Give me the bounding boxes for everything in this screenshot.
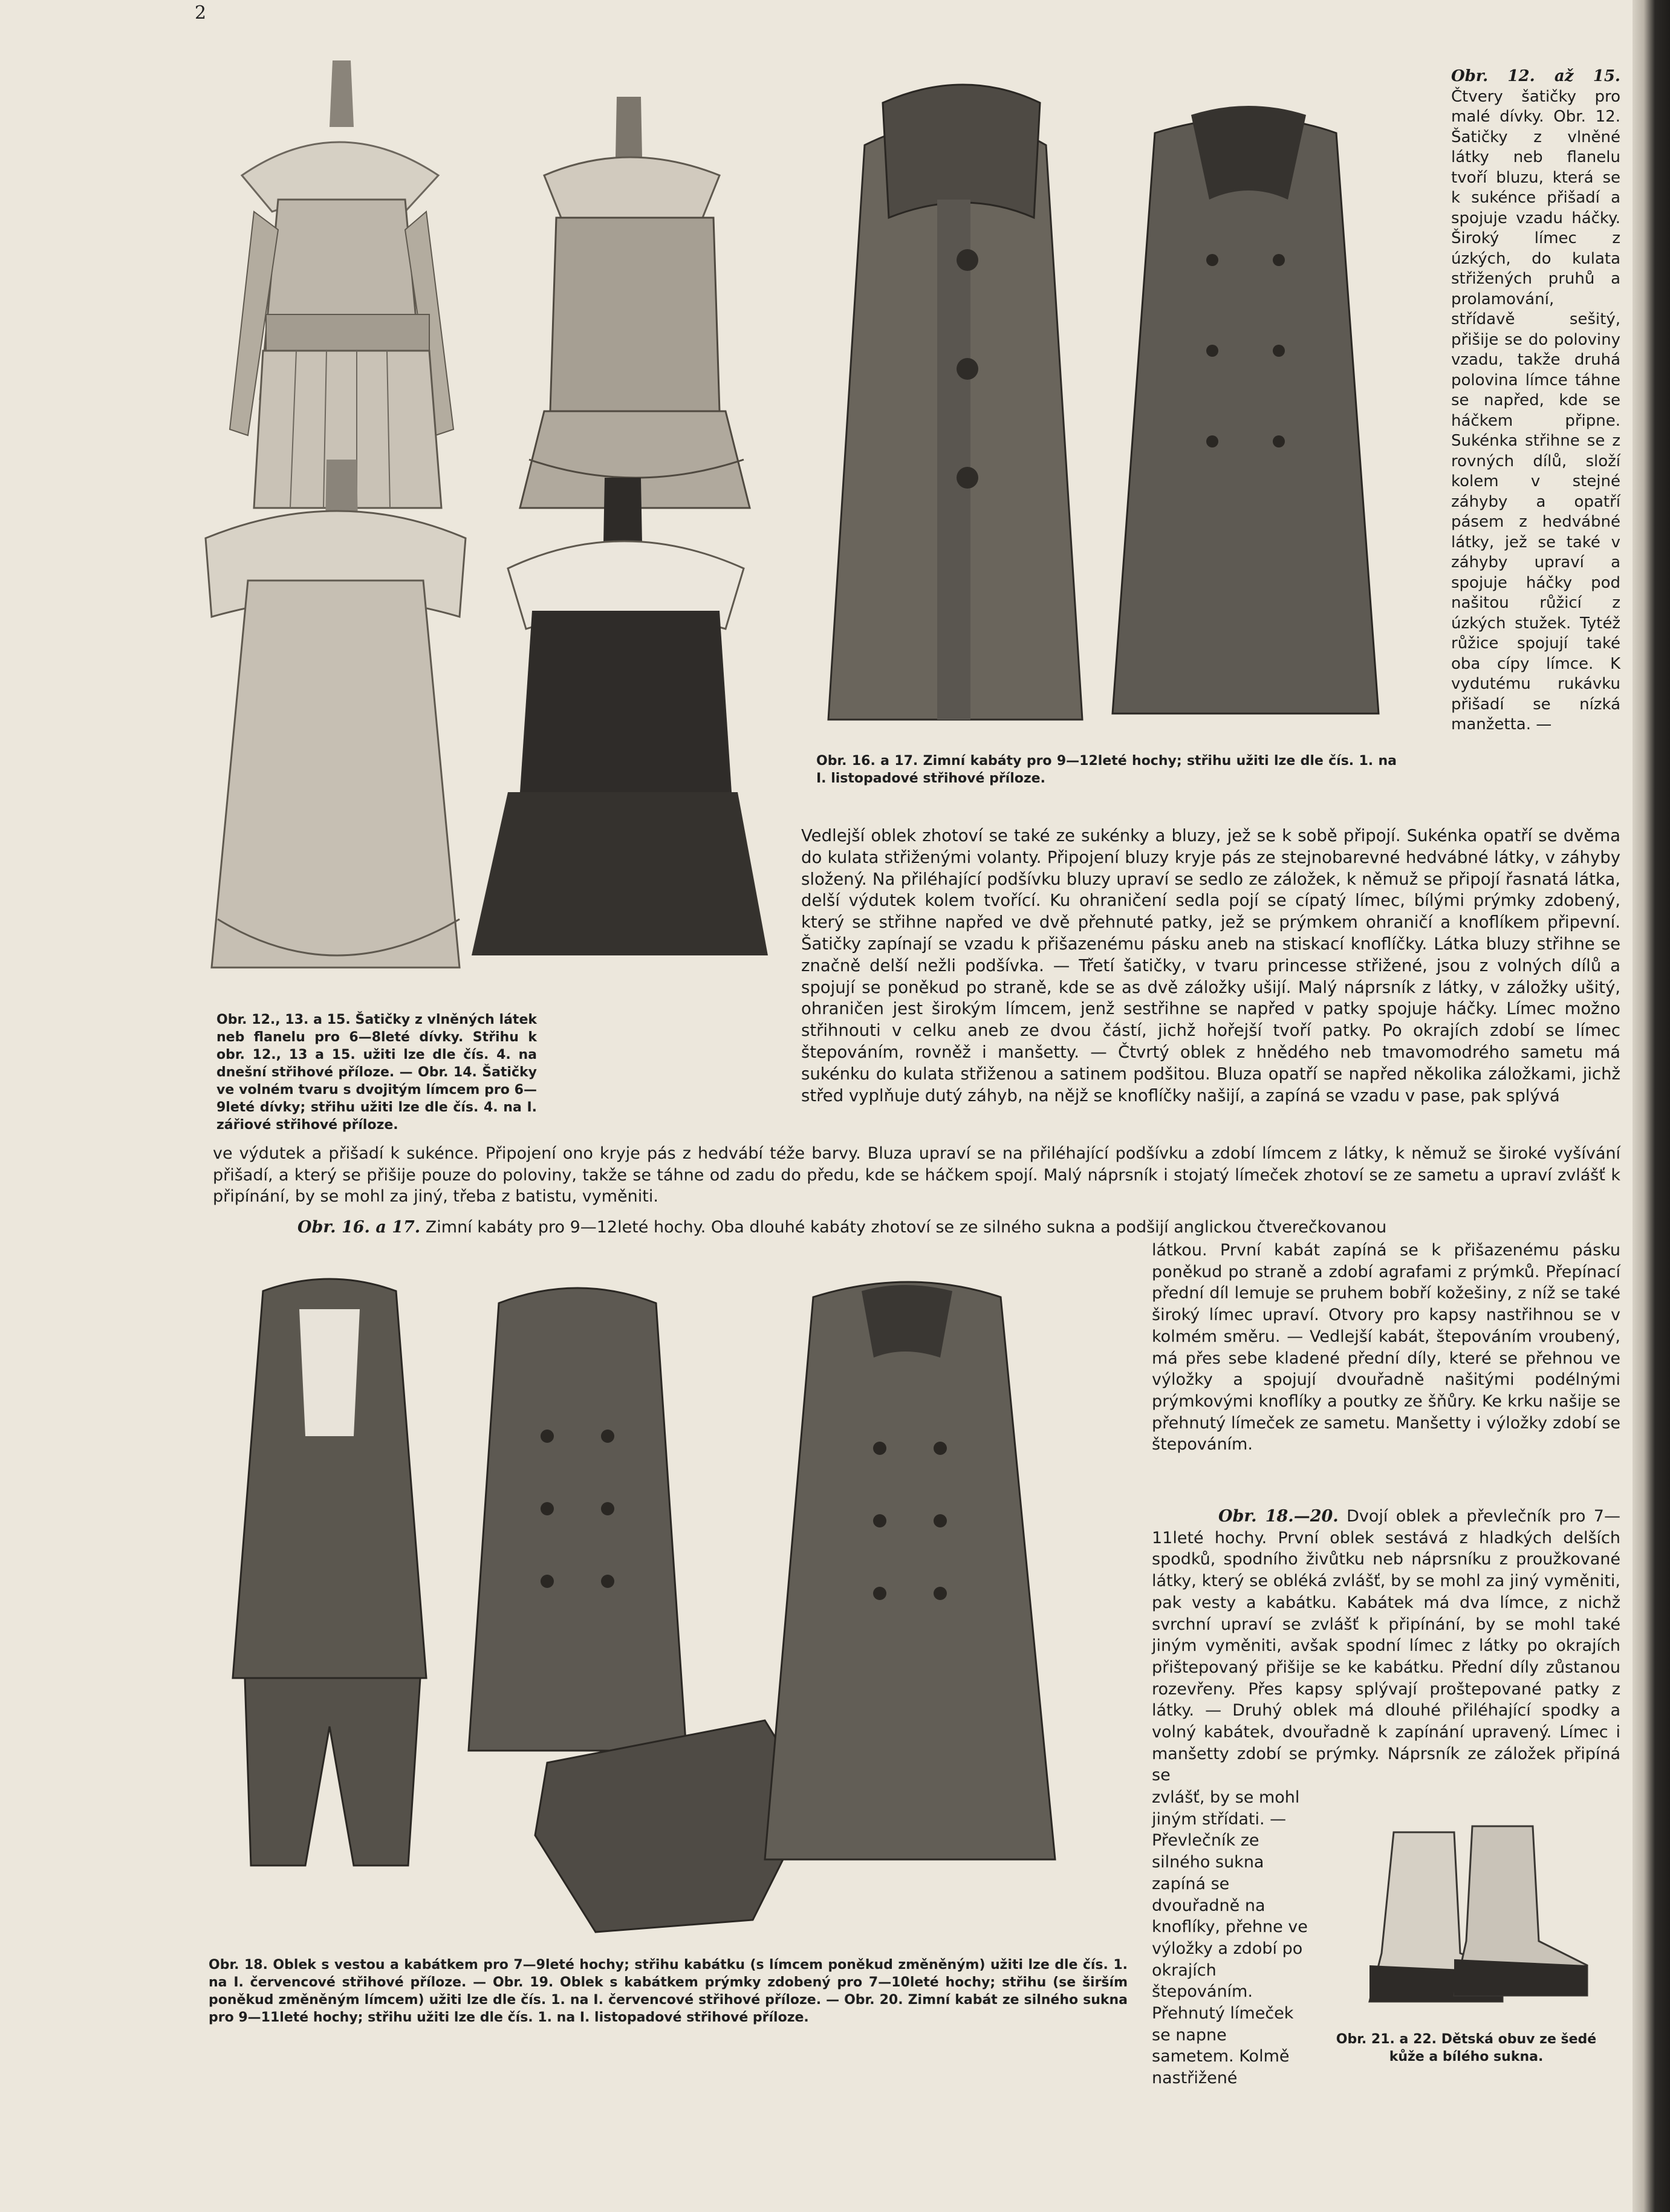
dress-12-figure	[230, 60, 453, 508]
caption-girls-dresses: Obr. 12., 13. a 15. Šatičky z vlněných látek neb flanelu pro 6—8leté dívky. Střihu k obr. 12., 13 a 15. užiti lze dle čís. 4. na dnešní střihové příloze. — Obr. 14. Šatičky ve volném tvaru s dvojitým límcem pro 6—9leté dívky; střihu užiti lze dle čís. 4. na I. zářiové střihové příloze.	[216, 1012, 537, 1133]
paragraph-girls-dresses: Čtvery šatičky pro malé dívky. Obr. 12. Šatičky z vlněné látky neb flanelu tvoří bluzu, která se k sukénce přišadí a spojuje vzadu háčky. Široký límec z úzkých, do kulata střižených pruhů a prolamování, střídavě sešitý, přišije se do poloviny vzadu, takže druhá polovina límce táhne se napřed, kde se háčkem připne. Sukénka střihne se z rovných dílů, složí kolem v stejné záhyby a opatří pásem z hedvábné látky, jež se také v záhyby upraví a spojuje háčky pod našitou růžicí z úzkých stužek. Tytéž růžice spojují také oba cípy límce. K vydutému rukávku přišadí se nízká manžetta. —	[1451, 87, 1620, 734]
illustration-boys-suits	[209, 1255, 1103, 1950]
vest-suit-figure	[233, 1279, 426, 1866]
section-lead-obr-12-15: Obr. 12. až 15.	[1451, 67, 1620, 85]
caption-boys-suits: Obr. 18. Oblek s vestou a kabátkem pro 7—9leté hochy; střihu kabátku (s límcem poněkud změněným) užiti lze dle čís. 1. na I. červencové střihové příloze. — Obr. 19. Oblek s kabátkem prýmky zdobený pro 7—10leté hochy; střihu (se širším poněkud změněným límcem) užiti lze dle čís. 1. na I. červencové střihové příloze. — Obr. 20. Zimní kabát ze silného sukna pro 9—11leté hochy; střihu užiti lze dle čís. 1. na I. listopadové střihové příloze.	[209, 1957, 1128, 2025]
text-coats-column: látkou. První kabát zapíná se k přišazenému pásku poněkud po straně a zdobí agrafami z prýmků. Přepínací přední díl lemuje se pruhem bobří kožešiny, z níž se také široký límec upraví. Otvory pro kapsy nastřihnou se v kolmém směru. — Vedlejší kabát, štepováním vroubený, má přes sebe kladené přední díly, které se přehnou ve výložky a spojují dvouřadně našitými podélnými prýmkovými knoflíky a poutky ze šňůry. Ke krku našije se přehnutý límeček ze sametu. Manšetty i výložky zdobí se štepováním.	[1152, 1241, 1620, 1454]
text-suits-column	[1152, 1506, 1620, 1790]
text-coats-intro	[213, 1217, 1620, 1238]
dress-14-figure	[472, 478, 768, 955]
illustration-girls-dresses	[206, 36, 780, 992]
caption-winter-coats: Obr. 16. a 17. Zimní kabáty pro 9—12leté hochy; střihu užiti lze dle čís. 1. na I. listopadové střihové příloze.	[816, 753, 1397, 786]
text-last-column: zvlášť, by se mohl jiným střídati. — Převlečník ze silného sukna zapíná se dvouřadně na knoflíky, přehne ve výložky a zdobí po okrajích štepováním. Přehnutý límeček se napne sametem. Kolmě nastřižené	[1152, 1788, 1308, 2088]
braided-pea-coat-figure	[469, 1288, 686, 1751]
dress-13-figure	[520, 97, 750, 508]
dress-15-figure	[206, 460, 466, 968]
paragraph-coats-intro: Zimní kabáty pro 9—12leté hochy. Oba dlouhé kabáty zhotoví se ze silného sukna a podšijí anglickou čtverečkovanou	[425, 1218, 1387, 1237]
page-number: 2	[195, 2, 207, 24]
text-right-column	[1451, 67, 1620, 828]
illustration-childrens-shoes	[1333, 1820, 1599, 2020]
illustration-winter-coats	[816, 60, 1391, 732]
paragraph-suits: Dvojí oblek a převlečník pro 7—11leté hochy. První oblek sestává z hladkých delších spodků, spodního živůtku neb náprsníku z proužkované látky, který se obléká zvlášť, by se mohl za jiný vyměniti, pak vesty a kabátku. Kabátek má dva límce, z nichž svrchní upraví se zvlášť k připínání, by se mohl také jiným vyměniti, avšak spodní límec z látky po okrajích přištepovaný přišije se ke kabátku. Přední díly zůstanou rozevřeny. Přes kapsy splývají proštepované patky z látky. — Druhý oblek má dlouhé přiléhající spodky a volný kabátek, dvouřadně k zapínání upravený. Límec i manšetty zdobí se prýmky. Náprsník ze záložek připíná se	[1152, 1507, 1620, 1785]
section-lead-obr-16-17: Obr. 16. a 17.	[297, 1218, 421, 1237]
long-winter-coat-figure	[765, 1282, 1055, 1859]
book-binding-edge	[1633, 0, 1670, 2212]
text-full-width: ve výdutek a přišadí k sukénce. Připojení ono kryje pás z hedvábí téže barvy. Bluza upraví se na přiléhající podšívku a zdobí límcem z látky, k němuž se široké vyšívání přišadí, a který se přišije pouze do poloviny, takže se táhne od zadu do předu, kde se háčkem spojí. Malý náprsník i stojatý límeček zhotoví se ze sametu a upraví zvlášť k připínání, by se mohl za jiný, třeba z batistu, vyměniti.	[213, 1144, 1620, 1206]
caption-shoes: Obr. 21. a 22. Dětská obuv ze šedé kůže a bílého sukna.	[1336, 2032, 1597, 2064]
text-middle-block: Vedlejší oblek zhotoví se také ze sukénky a bluzy, jež se k sobě připojí. Sukénka opatří se dvěma do kulata střiženými volanty. Připojení bluzy kryje pás ze stejnobarevné hedvábné látky, v záhyby složený. Na přiléhající podšívku bluzy upraví se sedlo ze záložek, k němuž se připojí řasnatá látka, delší výdutek kolem tvořící. Ku ohraničení sedla pojí se cípatý límec, bílými prýmky zdobený, který se střihne napřed ve dvě přehnuté patky, jež se prýmkem ohraničí a knoflíkem připevní. Šatičky zapínají se vzadu k přišazenému pásku aneb na stiskací knoflíčky. Látka bluzy střihne se značně delší nežli podšívka. — Třetí šatičky, v tvaru princesse střižené, jsou z volných dílů a spojují se poněkud po straně, kde se as dvě záložky ušijí. Malý náprsník z látky, v záložky ušitý, ohraničen jest širokým límcem, jenž sestřihne se napřed v patky spojuje háčky. Límec možno střihnouti v celku aneb ze dvou částí, jichž hořejší tvoří patky. Po okrajích zdobí se límec štepováním, rovněž i manšetty. — Čtvrtý oblek z hnědého neb tmavomodrého sametu má sukénku do kulata střiženou a satinem podšitou. Bluza opatří se napřed několika záložkami, jichž střed vyplňuje dutý záhyb, na nějž se knoflíčky našijí, a zapíná se vzadu v pase, pak splývá	[801, 826, 1620, 1105]
fur-collar-coat-figure	[828, 85, 1082, 720]
double-breasted-coat-figure	[1113, 106, 1379, 714]
section-lead-obr-18-20: Obr. 18.—20.	[1218, 1507, 1339, 1526]
